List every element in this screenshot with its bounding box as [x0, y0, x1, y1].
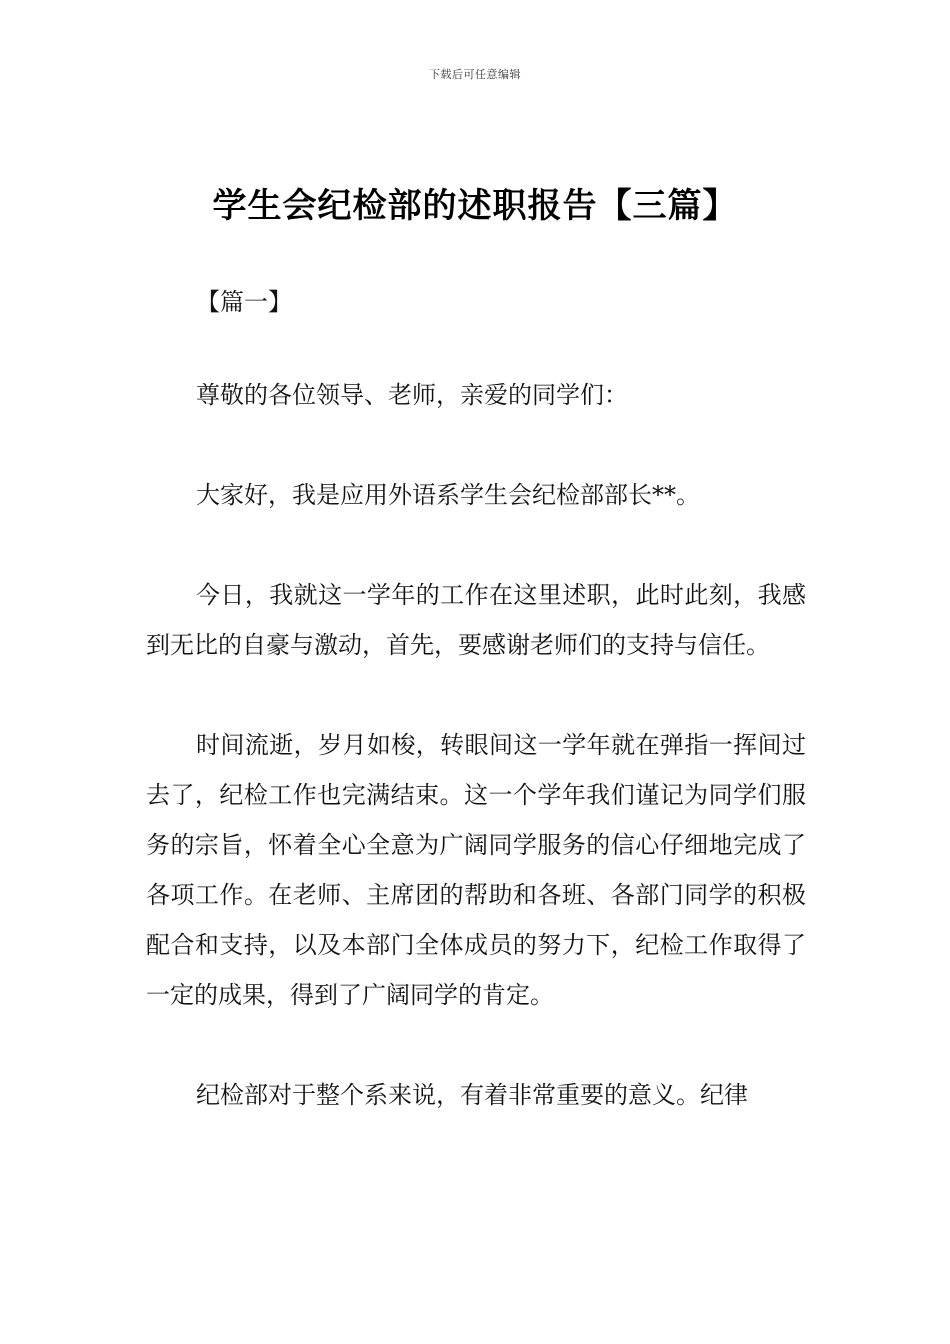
- paragraph-greeting: 尊敬的各位领导、老师，亲爱的同学们：: [196, 381, 628, 409]
- paragraph-opening: 今日，我就这一学年的工作在这里述职，此时此刻，我感到无比的自豪与激动，首先，要感谢老师们的支持与信任。: [146, 581, 806, 659]
- section-label: 【篇一】: [196, 288, 292, 316]
- paragraph-review: 时间流逝，岁月如梭，转眼间这一学年就在弹指一挥间过去了，纪检工作也完满结束。这一个学年我们谨记为同学们服务的宗旨，怀着全心全意为广阔同学服务的信心仔细地完成了各项工作。在老师、主席团的帮助和各班、各部门同学的积极配合和支持，以及本部门全体成员的努力下，纪检工作取得了一定的成果，得到了广阔同学的肯定。: [146, 731, 806, 1009]
- document-title: 学生会纪检部的述职报告【三篇】: [212, 186, 738, 226]
- paragraph-introduction: 大家好，我是应用外语系学生会纪检部部长**。: [196, 481, 700, 509]
- document-body: [146, 370, 806, 1170]
- header-note: 下载后可任意编辑: [429, 68, 521, 81]
- paragraph-importance: 纪检部对于整个系来说，有着非常重要的意义。纪律: [196, 1081, 748, 1109]
